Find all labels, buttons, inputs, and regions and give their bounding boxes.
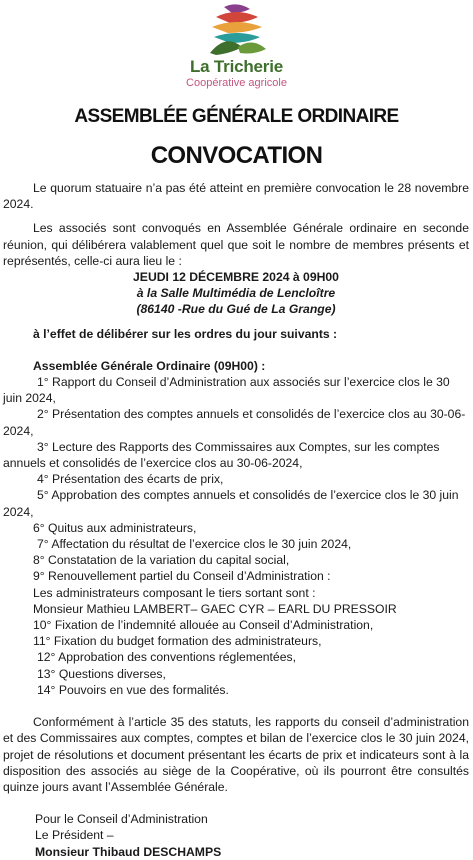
document-title: ASSEMBLÉE GÉNÉRALE ORDINAIRE [74,106,399,127]
agenda-heading: Assemblée Générale Ordinaire (09H00) : [33,358,266,373]
brand-subtitle: Coopérative agricole [186,77,287,89]
agenda-item: 6° Quitus aux administrateurs, [33,520,197,535]
agenda-item: 2° Présentation des comptes annuels et consolidés de l’exercice clos au 30-06-2024, [3,407,466,438]
conformity-paragraph: Conformément à l’article 35 des statuts, les rapports du conseil d’administration et des Commissaires aux comptes, comptes et bilan de l’exercice clos le 30 juin 2024, projet de résolutions et document présentant les écarts de prix et indicateurs sont à la disposition des associés au siège de la Coopérative, où ils pourront être consultés quinze jours avant l’Assemblée Générale. [3,715,469,794]
agenda-item: 8° Constatation de la variation du capital social, [33,553,290,568]
signature-name: Monsieur Thibaud DESCHAMPS [35,844,222,859]
meeting-place: à la Salle Multimédia de Lencloître [136,286,336,301]
signature-line-2: Le Président – [35,828,114,843]
agenda-item: Monsieur Mathieu LAMBERT– GAEC CYR – EARL DU PRESSOIR [33,601,397,616]
agenda-item: 10° Fixation de l’indemnité allouée au Conseil d’Administration, [33,618,374,633]
agenda-item: 14° Pouvoirs en vue des formalités. [37,682,229,697]
agenda-item: 4° Présentation des écarts de prix, [37,472,224,487]
brand-name: La Tricherie [189,57,284,76]
quorum-paragraph: Le quorum statuaire n’a pas été atteint en première convocation le 28 novembre 2024. [3,181,469,212]
agenda-item: 12° Approbation des conventions réglementées, [37,650,296,665]
agenda-item: 7° Affectation du résultat de l’exercice clos le 30 juin 2024, [37,537,352,552]
agenda-item: 13° Questions diverses, [37,666,166,681]
agenda-item: Les administrateurs composant le tiers sortant sont : [33,585,316,600]
convocation-paragraph: Les associés sont convoqués en Assemblée Générale ordinaire en seconde réunion, qui délibérera valablement quel que soit le nombre de membres présents et représentés, celle-ci aura lieu le : [3,221,469,268]
signature-line-1: Pour le Conseil d’Administration [35,812,208,827]
meeting-date: JEUDI 12 DÉCEMBRE 2024 à 09H00 [133,270,339,285]
agenda-item: 9° Renouvellement partiel du Conseil d’Administration : [33,569,331,584]
agenda-item: 3° Lecture des Rapports des Commissaires aux Comptes, sur les comptes annuels et consolidés de l’exercice clos au 30-06-2024, [3,439,440,471]
cooperative-logo-icon [202,3,272,58]
logo [0,0,473,100]
agenda-item: 5° Approbation des comptes annuels et consolidés de l’exercice clos le 30 juin 2024, [3,488,459,519]
document-subtitle: CONVOCATION [150,142,323,169]
document-body [3,180,469,860]
agenda-item: 11° Fixation du budget formation des administrateurs, [33,634,322,649]
agenda-item: 1° Rapport du Conseil d’Administration aux associés sur l’exercice clos le 30 juin 2024, [3,375,450,406]
meeting-address: (86140 -Rue du Gué de La Grange) [136,302,336,317]
agenda-intro: à l’effet de délibérer sur les ordres du jour suivants : [33,326,338,341]
